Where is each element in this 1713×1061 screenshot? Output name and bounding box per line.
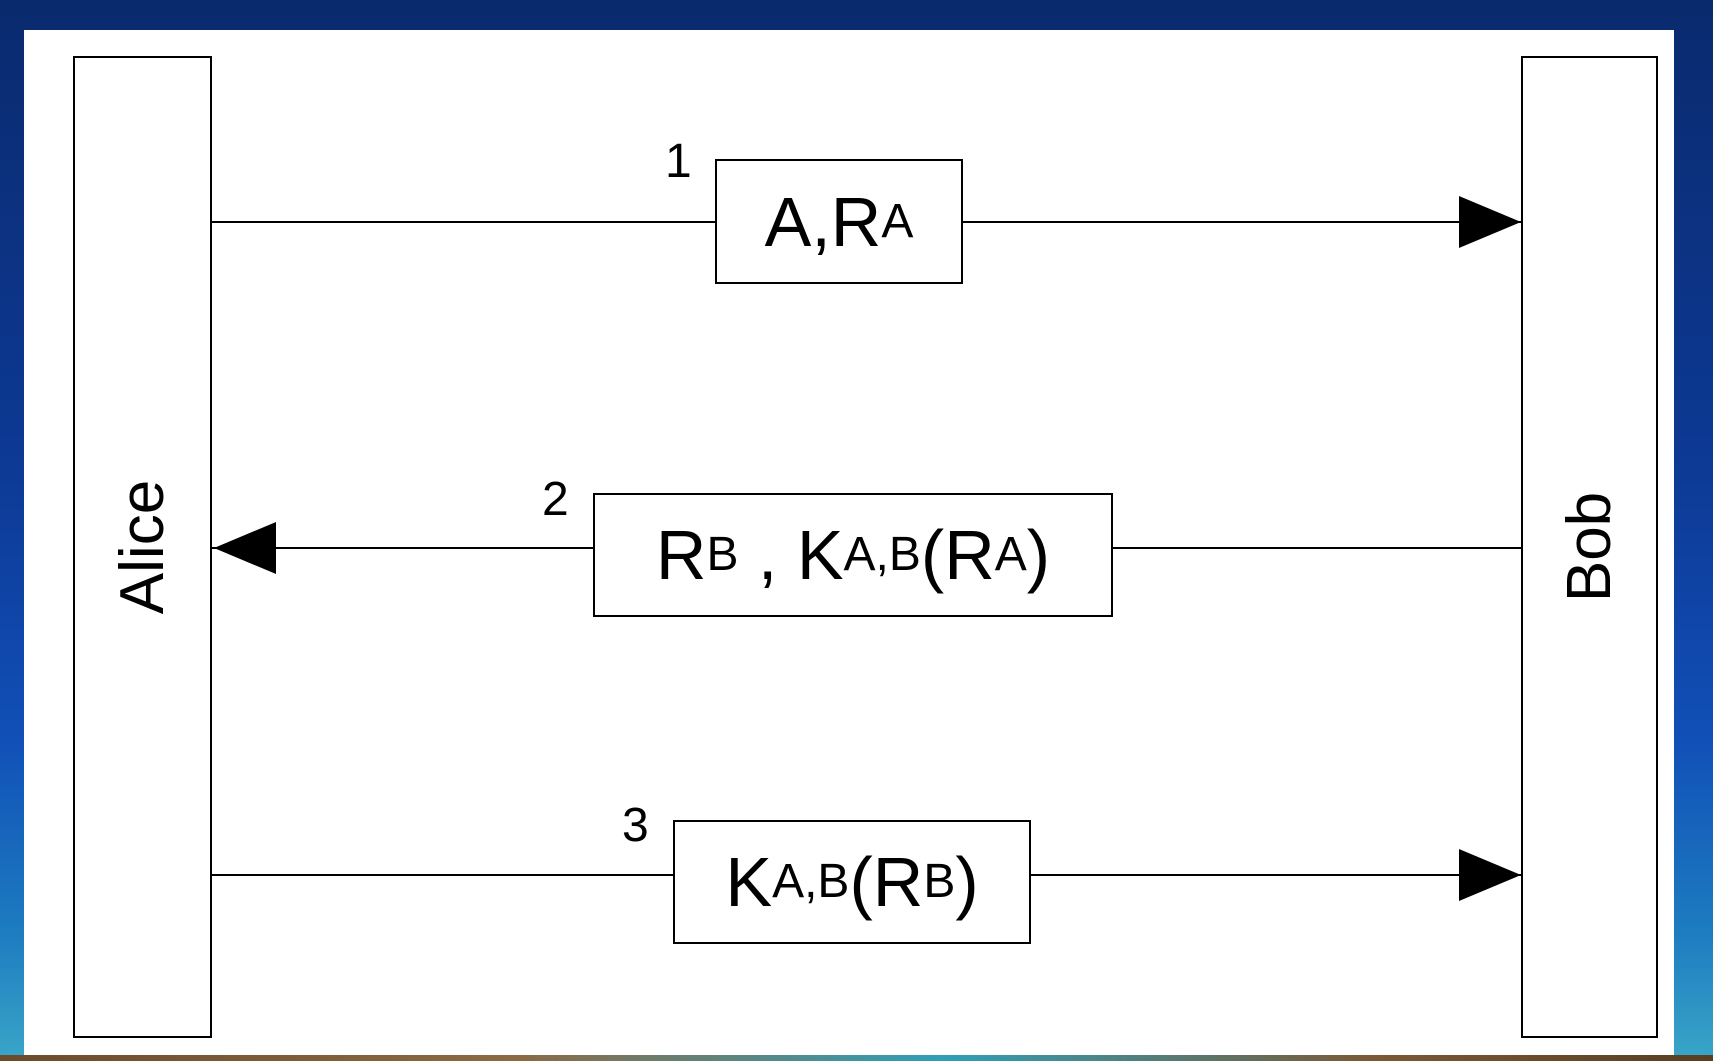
slide-bottom-strip <box>0 1055 1713 1061</box>
message-3-close: ) <box>955 843 979 921</box>
message-1-number: 1 <box>665 135 692 188</box>
message-3-rb: R <box>872 843 924 921</box>
message-3-box: K A,B ( R B ) <box>673 820 1031 944</box>
message-3-open: ( <box>849 843 873 921</box>
message-2-close: ) <box>1026 516 1051 594</box>
message-2-arrowhead-icon <box>214 522 276 574</box>
message-2-sep: , <box>738 516 797 594</box>
message-1-sep: , <box>811 182 831 261</box>
message-3-k: K <box>725 843 773 921</box>
diagram-panel <box>24 30 1674 1055</box>
message-2-number: 2 <box>542 473 569 526</box>
bob-label: Bob <box>1554 491 1624 603</box>
message-2-open: ( <box>920 516 945 594</box>
message-2-rb: R <box>655 516 707 594</box>
message-1-a: A <box>764 182 812 261</box>
alice-entity-box <box>73 56 212 1038</box>
message-1-r: R <box>830 182 882 261</box>
alice-label: Alice <box>107 479 177 615</box>
message-3-arrowhead-icon <box>1459 849 1521 901</box>
message-1-box: A , R A <box>715 159 963 284</box>
message-2-k: K <box>796 516 844 594</box>
message-2-ra: R <box>944 516 995 594</box>
message-3-number: 3 <box>622 799 649 852</box>
bob-entity-box <box>1521 56 1658 1038</box>
message-1-arrowhead-icon <box>1459 196 1521 248</box>
message-2-box: R B , K A,B ( R A ) <box>593 493 1113 617</box>
